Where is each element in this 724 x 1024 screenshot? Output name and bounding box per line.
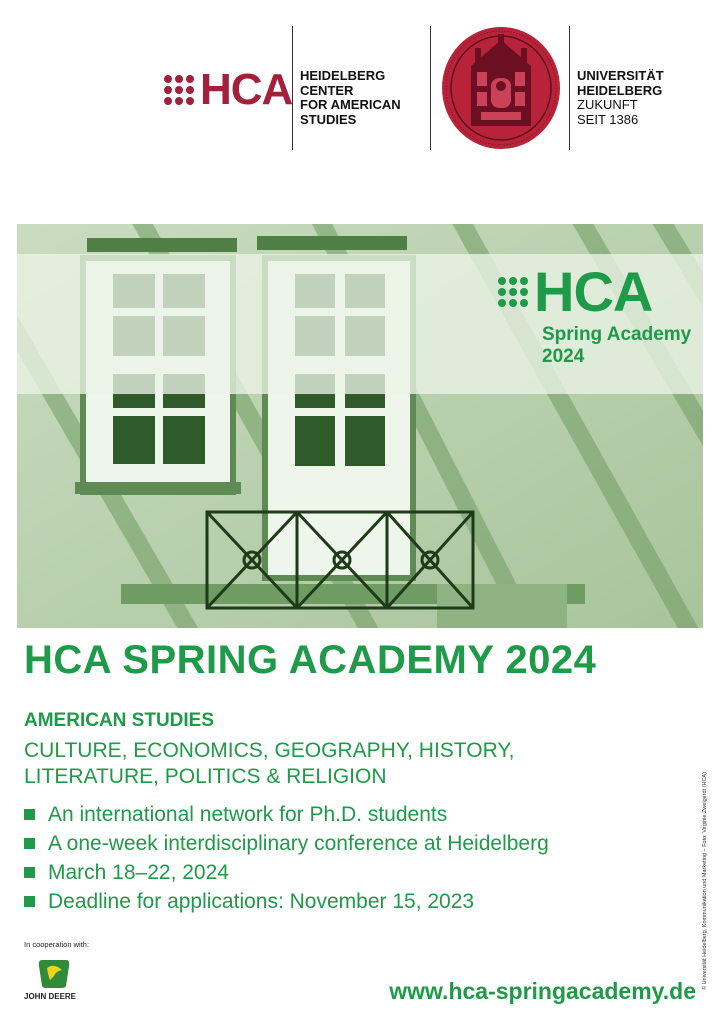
event-year: 2024 xyxy=(542,346,585,367)
bullet-square-icon xyxy=(24,809,35,820)
university-name: UNIVERSITÄT HEIDELBERG ZUKUNFT SEIT 1386 xyxy=(577,68,664,127)
sponsor-name: JOHN DEERE xyxy=(24,992,77,1001)
divider xyxy=(569,26,570,150)
bullet-square-icon xyxy=(24,867,35,878)
hca-logo xyxy=(164,65,293,114)
photo-credit: © Universität Heidelberg, Kommunikation und Marketing – Foto: Virginie Zweigerdt (HCA) xyxy=(702,772,708,990)
hca-full-name: HEIDELBERG CENTER FOR AMERICAN STUDIES xyxy=(300,68,401,127)
event-logo-text: HCA xyxy=(534,260,653,323)
subject-heading: AMERICAN STUDIES xyxy=(24,710,215,731)
list-item: A one-week interdisciplinary conference at Heidelberg xyxy=(24,829,549,858)
divider xyxy=(292,26,293,150)
fields-list: CULTURE, ECONOMICS, GEOGRAPHY, HISTORY, LITERATURE, POLITICS & RELIGION xyxy=(24,739,515,788)
hca-logo-text: HCA xyxy=(200,65,293,114)
event-name: Spring Academy xyxy=(542,324,692,345)
cooperation-label: In cooperation with: xyxy=(24,940,90,949)
building-photo xyxy=(17,224,703,628)
list-item: An international network for Ph.D. students xyxy=(24,800,549,829)
page-title: HCA SPRING ACADEMY 2024 xyxy=(24,638,597,682)
list-item: Deadline for applications: November 15, 2023 xyxy=(24,887,549,916)
highlights-list xyxy=(24,800,549,916)
bullet-square-icon xyxy=(24,896,35,907)
john-deere-logo-icon xyxy=(22,958,86,990)
divider xyxy=(430,26,431,150)
list-item: March 18–22, 2024 xyxy=(24,858,549,887)
website-url[interactable]: www.hca-springacademy.de xyxy=(389,978,696,1004)
bullet-square-icon xyxy=(24,838,35,849)
university-seal-icon xyxy=(441,26,561,150)
spring-academy-logo xyxy=(498,260,692,368)
hca-dots-icon xyxy=(164,75,194,105)
hca-dots-icon xyxy=(498,277,528,307)
header xyxy=(0,24,724,152)
